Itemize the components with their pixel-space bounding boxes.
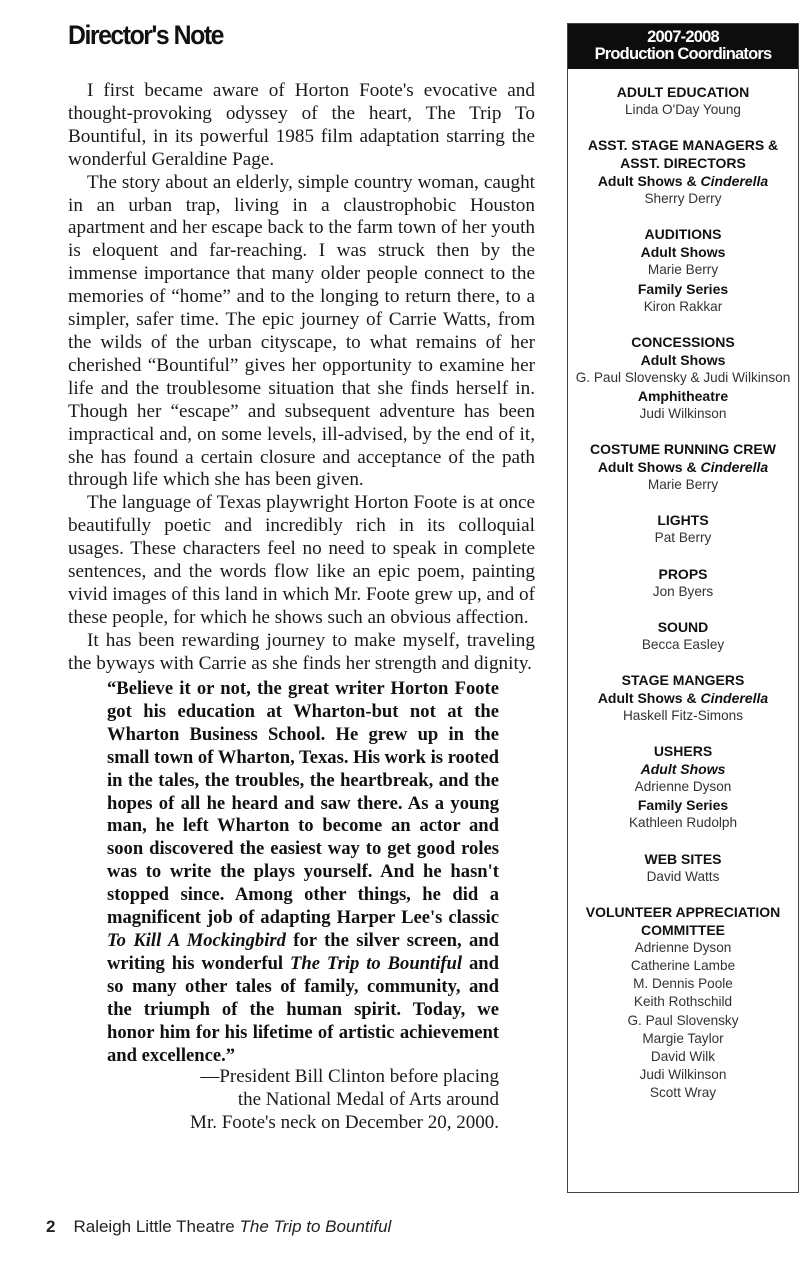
coordinator-name: Scott Wray bbox=[649, 1085, 717, 1101]
paragraph: The story about an elderly, simple country woman, caught in an urban trap, living in a claustrophobic Houston apartment and her escape back to the farm town of her youth is eloquent and far-reaching. I was struck then by the immense importance that many older people connect to the memories of “home” and to the longing to return there, to a simpler, safer time. The epic journey of Carrie Watts, from the wilds of the urban cityscape, to what remains of her cherished “Bountiful” gives her opportunity to examine her life and the troublesome situation that she finds herself in. Though her “escape” and subsequent adventure has been impractical and, on some levels, ill-advised, by the end of it, she has found a certain closure and acceptance of the path through life which she has been given. bbox=[68, 171, 535, 491]
section-subtitle bbox=[568, 689, 798, 707]
section-subtitle bbox=[568, 351, 798, 369]
footer-theatre: Raleigh Little Theatre bbox=[73, 1217, 235, 1236]
coordinator-section bbox=[568, 565, 798, 601]
page-title: Director's Note bbox=[68, 20, 223, 50]
coordinator-name: Judi Wilkinson bbox=[639, 1067, 727, 1083]
coordinator-section bbox=[568, 511, 798, 547]
quote-text: and so many other tales of family, community, and the triumph of the human spirit. Today, we honor him for his lifetime of artistic achievement and excellence.” bbox=[107, 952, 499, 1066]
section-title: AUDITIONS bbox=[644, 226, 722, 243]
section-subtitle bbox=[568, 796, 798, 814]
subtitle-text: Adult Shows & bbox=[597, 173, 701, 190]
coordinator-name: Marie Berry bbox=[647, 262, 719, 278]
pull-quote bbox=[107, 678, 499, 1067]
coordinator-name: Adrienne Dyson bbox=[634, 939, 732, 955]
section-title: ADULT EDUCATION bbox=[616, 84, 750, 100]
section-title: COMMITTEE bbox=[641, 921, 725, 938]
paragraph: It has been rewarding journey to make myself, traveling the byways with Carrie as she finds her strength and dignity. bbox=[68, 629, 535, 674]
coordinator-section bbox=[568, 440, 798, 494]
quote-text: “Believe it or not, the great writer Horton Foote got his education at Wharton-but not at the Wharton Business School. He grew up in the small town of Wharton, Texas. His work is rooted in the tales, the troubles, the heartbreak, and the hopes of all he heard and saw there. As a young man, he left Wharton to become an actor and soon discovered the easiest way to get good roles was to write the plays yourself. And he hasn't stopped since. Among other things, he did a magnificent job of adapting Harper Lee's classic bbox=[107, 678, 499, 929]
coordinator-section bbox=[568, 903, 798, 1103]
subtitle-text: Amphitheatre bbox=[637, 388, 729, 405]
quote-book-title: To Kill A Mockingbird bbox=[107, 929, 286, 951]
subtitle-text: Adult Shows bbox=[640, 244, 726, 261]
coordinator-name: G. Paul Slovensky & Judi Wilkinson bbox=[575, 369, 791, 385]
subtitle-italic: Adult Shows bbox=[640, 761, 726, 778]
coordinator-name: Margie Taylor bbox=[642, 1030, 724, 1046]
attribution-line: the National Medal of Arts around bbox=[237, 1088, 499, 1110]
coordinator-section bbox=[568, 225, 798, 315]
coordinator-name: David Wilk bbox=[650, 1049, 716, 1065]
quote-play-title: The Trip to Bountiful bbox=[290, 952, 463, 974]
section-title: USHERS bbox=[653, 743, 713, 760]
coordinator-section bbox=[568, 742, 798, 832]
section-subtitle bbox=[568, 387, 798, 405]
sidebar-header bbox=[568, 24, 798, 69]
section-title: STAGE MANGERS bbox=[621, 672, 745, 689]
subtitle-text: Adult Shows & bbox=[597, 459, 701, 476]
section-title: COSTUME RUNNING CREW bbox=[590, 441, 776, 458]
sidebar-header-season: 2007-2008 bbox=[647, 28, 719, 46]
quote-attribution bbox=[160, 1066, 499, 1134]
paragraph: I first became aware of Horton Foote's evocative and thought-provoking odyssey of the heart, The Trip To Bountiful, in its powerful 1985 film adaptation starring the wonderful Geraldine Page. bbox=[68, 80, 535, 170]
attribution-line: —President Bill Clinton before placing bbox=[200, 1066, 499, 1087]
coordinator-name: Kathleen Rudolph bbox=[628, 815, 738, 831]
section-title: ASST. STAGE MANAGERS & bbox=[587, 137, 779, 154]
coordinator-name: Linda O'Day Young bbox=[625, 102, 741, 117]
paragraph: The language of Texas playwright Horton Foote is at once beautifully poetic and incredibly rich in its colloquial usages. These characters feel no need to speak in complete sentences, and the words flow like an epic poem, painting vivid images of this land in which Mr. Foote grew up, and of these people, for which he shows such an obvious affection. bbox=[68, 492, 535, 628]
coordinator-name: Haskell Fitz-Simons bbox=[622, 708, 744, 724]
coordinator-section bbox=[568, 618, 798, 654]
coordinator-section bbox=[568, 850, 798, 886]
section-title: CONCESSIONS bbox=[631, 333, 735, 350]
subtitle-text: Family Series bbox=[637, 280, 729, 297]
coordinator-name: Marie Berry bbox=[647, 477, 719, 493]
section-title: VOLUNTEER APPRECIATION bbox=[585, 903, 781, 920]
coordinator-name: Sherry Derry bbox=[644, 191, 722, 207]
coordinator-name: Catherine Lambe bbox=[630, 958, 736, 974]
coordinator-name: Judi Wilkinson bbox=[639, 406, 727, 422]
sidebar-list bbox=[568, 69, 798, 1103]
subtitle-text: Adult Shows & bbox=[597, 690, 701, 707]
coordinator-name: David Watts bbox=[646, 868, 720, 884]
section-subtitle bbox=[568, 280, 798, 298]
section-subtitle bbox=[568, 243, 798, 261]
section-title: ASST. DIRECTORS bbox=[620, 155, 746, 172]
section-subtitle bbox=[568, 458, 798, 476]
production-coordinators-sidebar bbox=[567, 23, 799, 1193]
subtitle-italic: Cinderella bbox=[700, 690, 769, 707]
subtitle-italic: Cinderella bbox=[700, 459, 769, 476]
section-subtitle bbox=[568, 172, 798, 190]
sidebar-header-title: Production Coordinators bbox=[594, 45, 772, 63]
page-number: 2 bbox=[46, 1217, 56, 1236]
coordinator-section bbox=[568, 83, 798, 119]
coordinator-section bbox=[568, 333, 798, 423]
coordinator-name: Keith Rothschild bbox=[633, 994, 733, 1010]
coordinator-section bbox=[568, 671, 798, 725]
page-footer bbox=[46, 1217, 391, 1237]
coordinator-name: Kiron Rakkar bbox=[643, 298, 723, 314]
section-title: PROPS bbox=[658, 565, 708, 582]
coordinator-section bbox=[568, 136, 798, 208]
section-title: LIGHTS bbox=[657, 512, 709, 529]
coordinator-name: Adrienne Dyson bbox=[634, 779, 732, 795]
section-subtitle bbox=[568, 760, 798, 778]
coordinator-name: M. Dennis Poole bbox=[633, 976, 733, 992]
coordinator-name: Pat Berry bbox=[654, 530, 712, 546]
footer-show-title: The Trip to Bountiful bbox=[239, 1217, 392, 1236]
section-title: WEB SITES bbox=[644, 850, 722, 867]
coordinator-name: Jon Byers bbox=[652, 583, 714, 599]
section-title: SOUND bbox=[657, 618, 709, 635]
subtitle-text: Family Series bbox=[637, 797, 729, 814]
subtitle-italic: Cinderella bbox=[700, 173, 769, 190]
coordinator-name: Becca Easley bbox=[641, 636, 725, 652]
directors-note-body bbox=[68, 80, 535, 676]
quote-text: for the silver screen, and writing his wonderful bbox=[107, 929, 499, 974]
subtitle-text: Adult Shows bbox=[640, 351, 726, 368]
attribution-line: Mr. Foote's neck on December 20, 2000. bbox=[190, 1111, 499, 1133]
coordinator-name: G. Paul Slovensky bbox=[627, 1012, 739, 1028]
